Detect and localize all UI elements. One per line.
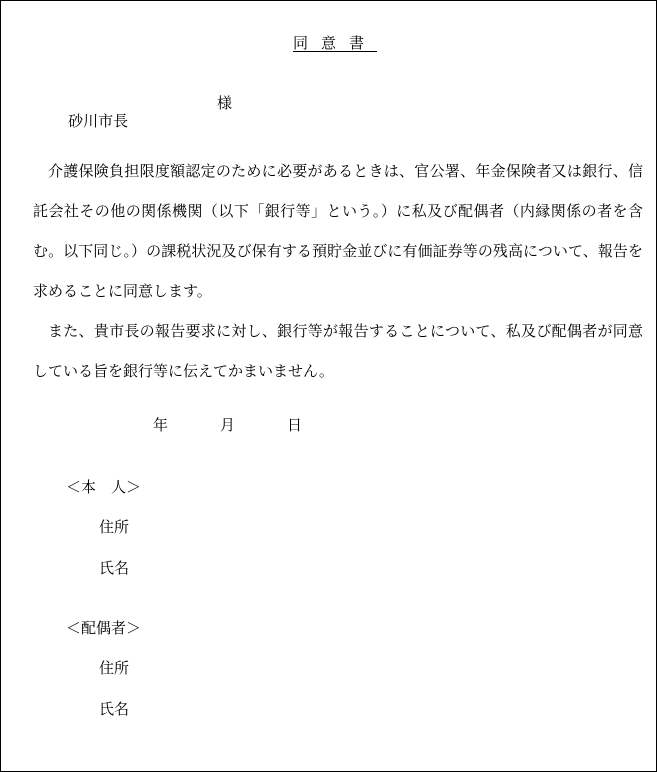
consent-paragraph-2: また、貴市長の報告要求に対し、銀行等が報告することについて、私及び配偶者が同意している旨を銀行等に伝えてかまいません。 [33,322,643,380]
addressee-honorific: 様 [217,94,233,112]
spouse-address-label: 住所 [99,659,130,677]
principal-address-label: 住所 [99,518,130,536]
document-title-row [1,34,656,52]
document-title: 同意書 [292,34,377,52]
consent-paragraph-1: 介護保険負担限度額認定のために必要があるときは、官公署、年金保険者又は銀行、信託会社その他の関係機関（以下「銀行等」という。）に私及び配偶者（内縁関係の者を含む。以下同じ。）の課税状況及び保有する預貯金並びに有価証券等の残高について、報告を求めることに同意します。 [33,162,643,300]
spouse-name-label: 氏名 [99,700,130,718]
date-year-label: 年 [153,416,169,434]
spouse-heading: ＜配偶者＞ [66,619,142,637]
principal-heading: ＜本 人＞ [66,478,142,496]
date-day-label: 日 [287,416,303,434]
principal-name-label: 氏名 [99,559,130,577]
consent-body [33,151,643,391]
date-month-label: 月 [220,416,236,434]
addressee-name: 砂川市長 [68,112,129,130]
